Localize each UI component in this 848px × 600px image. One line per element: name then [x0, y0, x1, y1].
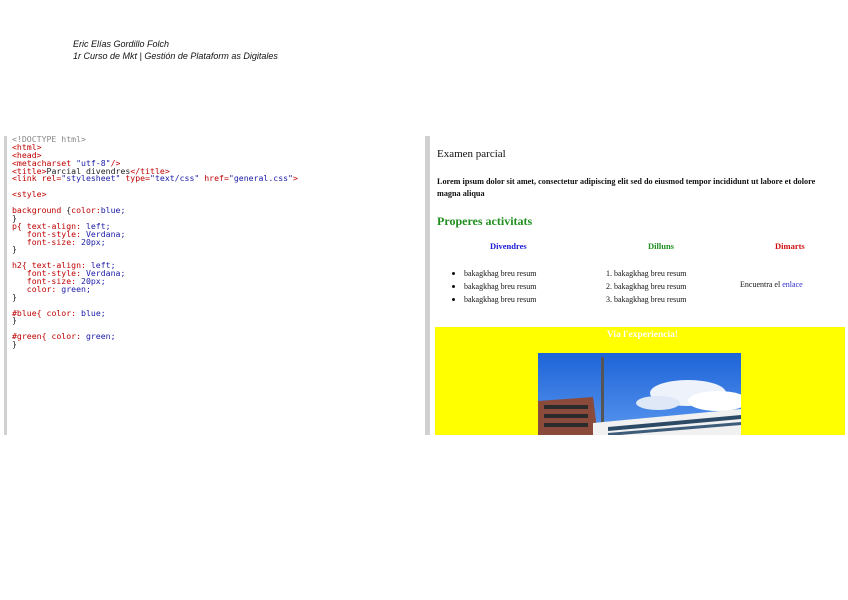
code-line	[7, 207, 414, 215]
code-token: font-size:	[12, 276, 82, 287]
column-dimarts: Dimarts	[775, 241, 805, 251]
code-token: type=	[120, 173, 151, 184]
code-token: Verdana;	[85, 228, 126, 239]
code-token: blue;	[81, 307, 106, 318]
code-token: >	[293, 173, 298, 184]
code-token: 20px;	[81, 236, 106, 247]
code-token: #blue{	[12, 307, 47, 318]
page-title: Examen parcial	[437, 148, 506, 160]
code-token: left;	[85, 220, 111, 231]
document-header	[73, 38, 278, 62]
code-token: "utf-8"	[76, 157, 111, 168]
code-token: p{	[12, 220, 27, 231]
code-token: font-style:	[12, 228, 86, 239]
code-token: }	[12, 315, 17, 326]
dimarts-text: Encuentra el	[740, 280, 783, 289]
building-photo-svg	[538, 353, 741, 435]
unordered-list	[452, 267, 536, 306]
code-token: <link rel=	[12, 173, 62, 184]
column-divendres: Divendres	[490, 241, 527, 251]
code-token: <!DOCTYPE html>	[12, 136, 86, 144]
code-line	[7, 291, 414, 302]
code-line	[7, 141, 414, 152]
dimarts-cell	[740, 280, 803, 289]
code-line	[7, 246, 414, 254]
code-token: color:	[51, 331, 86, 342]
code-token: blue;	[100, 205, 126, 216]
course-line: 1r Curso de Mkt | Gestión de Plataform as Digitales	[73, 51, 278, 61]
code-token: <metacharset	[12, 157, 77, 168]
list-item: bakagkhag breu resum	[452, 280, 536, 293]
code-token: green;	[61, 283, 91, 294]
code-token: color:	[71, 205, 101, 216]
code-line	[7, 136, 414, 144]
code-token: "stylesheet"	[61, 173, 121, 184]
code-token: />	[110, 157, 121, 168]
code-token: }	[12, 291, 17, 302]
code-token: 20px;	[81, 276, 106, 287]
code-token: font-style:	[12, 268, 86, 279]
enlace-link[interactable]: enlace	[782, 280, 803, 289]
code-token: href=	[199, 173, 229, 184]
code-line	[7, 307, 414, 318]
code-token: Verdana;	[85, 268, 126, 279]
code-token: }	[12, 212, 17, 223]
code-token: "general.css"	[228, 173, 293, 184]
code-line	[7, 236, 414, 247]
code-token: }	[12, 244, 17, 255]
ordered-list	[606, 267, 686, 306]
code-token: left;	[90, 260, 116, 271]
list-item: bakagkhag breu resum	[452, 293, 536, 306]
list-item: 2. bakagkhag breu resum	[606, 282, 687, 291]
code-token: green;	[85, 331, 116, 342]
experience-box	[435, 327, 845, 435]
code-token: }	[12, 339, 17, 350]
list-item: 3. bakagkhag breu resum	[606, 295, 687, 304]
code-line	[7, 283, 414, 294]
code-line	[7, 191, 414, 199]
code-token: "text/css"	[150, 173, 200, 184]
code-token: <html>	[12, 141, 42, 152]
code-token: text-align:	[31, 260, 91, 271]
code-token: #green{	[12, 331, 52, 342]
building-photo	[538, 353, 741, 435]
code-token: {	[66, 205, 72, 216]
code-line	[7, 175, 414, 183]
code-screenshot	[4, 136, 414, 435]
code-token: </title>	[130, 165, 170, 176]
code-token: <title>	[12, 165, 47, 176]
code-line	[7, 317, 414, 325]
code-line	[7, 183, 414, 191]
code-token: color:	[46, 307, 82, 318]
experience-title: Via l'experiencia!	[606, 330, 679, 340]
code-token: <style>	[12, 189, 47, 200]
rendered-page-screenshot	[425, 136, 845, 435]
column-dilluns: Dilluns	[648, 241, 674, 251]
code-line	[7, 341, 414, 349]
code-token: text-align:	[26, 220, 86, 231]
code-token: h2{	[12, 260, 32, 271]
list-item: bakagkhag breu resum	[452, 267, 536, 280]
code-line	[7, 333, 414, 341]
list-item: 1. bakagkhag breu resum	[606, 269, 687, 278]
author-name: Eric Elías Gordillo Folch	[73, 39, 170, 49]
code-token: background	[12, 205, 67, 216]
code-token: font-size:	[12, 236, 82, 247]
code-token: <head>	[12, 149, 42, 160]
code-token: Parcial divendres	[46, 165, 131, 176]
activities-heading: Properes activitats	[437, 214, 533, 228]
code-token: color:	[12, 283, 62, 294]
lorem-paragraph: Lorem ipsum dolor sit amet, consectetur adipiscing elit sed do eiusmod tempor incididunt ut labore et dolore magna aliqua	[437, 177, 816, 198]
